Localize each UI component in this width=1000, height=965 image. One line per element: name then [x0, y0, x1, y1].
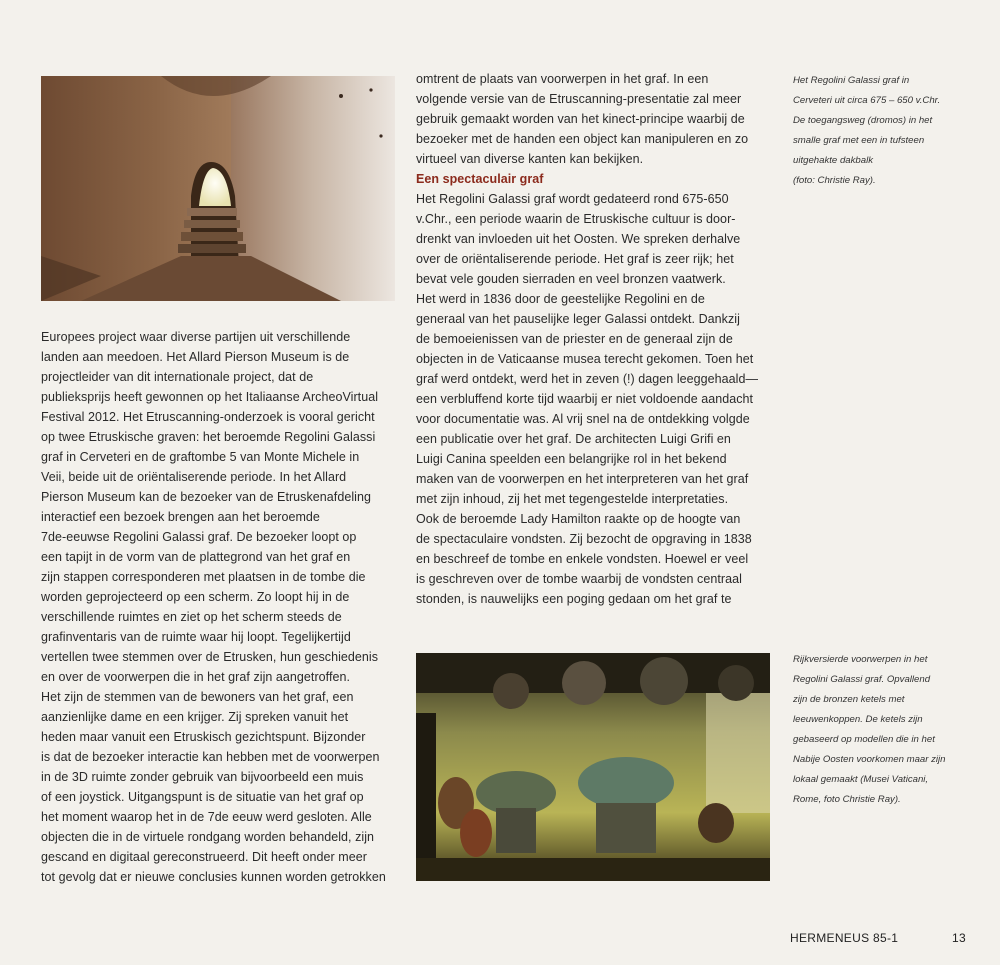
text-line: een tapijt in de vorm van de plattegrond van het graf en: [41, 550, 351, 564]
text-line: Luigi Canina speelden een belangrijke rol in het bekend: [416, 452, 727, 466]
caption-line: Cerveteri uit circa 675 – 650 v.Chr.: [793, 95, 941, 106]
text-line: op twee Etruskische graven: het beroemde Regolini Galassi: [41, 430, 376, 444]
text-line: bezoeker met de handen een object kan manipuleren en zo: [416, 132, 749, 146]
text-line: voor documentatie was. Al vrij snel na de ontdekking volgde: [416, 412, 750, 426]
text-line: en over de voorwerpen die in het graf zijn aangetroffen.: [41, 670, 351, 684]
text-line: een publicatie over het graf. De architecten Luigi Grifi en: [416, 432, 731, 446]
text-line: publieksprijs heeft gewonnen op het Italiaanse ArcheoVirtual: [41, 390, 379, 404]
text-line: volgende versie van de Etruscanning-presentatie zal meer: [416, 92, 742, 106]
section-heading: Een spectaculair graf: [416, 172, 544, 186]
photo-caption-display: [793, 650, 946, 810]
text-line: zijn stappen corresponderen met plaatsen in de tombe die: [41, 570, 366, 584]
text-line: Het werd in 1836 door de geestelijke Regolini en de: [416, 292, 705, 306]
text-line: Europees project waar diverse partijen uit verschillende: [41, 330, 351, 344]
text-line: graf werd ontdekt, werd het in zeven (!) dagen leeggehaald—: [416, 372, 759, 386]
text-line: is geschreven over de tombe waarbij de vondsten centraal: [416, 572, 742, 586]
text-line: objecten die in de virtuele rondgang worden behandeld, zijn: [41, 830, 375, 844]
text-line: over de oriëntaliserende periode. Het graf is zeer rijk; het: [416, 252, 734, 266]
text-line: objecten in de Vaticaanse musea terecht gekomen. Toen het: [416, 352, 754, 366]
text-line: is dat de bezoeker interactie kan hebben met de voorwerpen: [41, 750, 380, 764]
text-line: bevat vele gouden sierraden en veel bronzen vaatwerk.: [416, 272, 726, 286]
journal-name: HERMENEUS 85-1: [790, 931, 899, 945]
text-line: vertellen twee stemmen over de Etrusken, hun geschiedenis: [41, 650, 379, 664]
text-line: 7de-eeuwse Regolini Galassi graf. De bezoeker loopt op: [41, 530, 357, 544]
text-line: aanzienlijke dame en een krijger. Zij spreken vanuit het: [41, 710, 349, 724]
text-line: interactief een bezoek brengen aan het beroemde: [41, 510, 320, 524]
caption-line: Nabije Oosten voorkomen maar zijn: [793, 754, 946, 765]
text-line: tot gevolg dat er nieuwe conclusies kunnen worden getrokken: [41, 870, 386, 884]
caption-line: leeuwenkoppen. De ketels zijn: [793, 714, 923, 725]
text-line: generaal van het pauselijke leger Galassi ontdekt. Dankzij: [416, 312, 740, 326]
caption-line: (foto: Christie Ray).: [793, 175, 876, 186]
photo-caption-tomb: [793, 71, 940, 191]
text-line: landen aan meedoen. Het Allard Pierson Museum is de: [41, 350, 350, 364]
text-line: Festival 2012. Het Etruscanning-onderzoek is vooral gericht: [41, 410, 375, 424]
caption-line: gebaseerd op modellen die in het: [793, 734, 935, 745]
caption-line: lokaal gemaakt (Musei Vaticani,: [793, 774, 929, 785]
text-line: v.Chr., een periode waarin de Etruskische cultuur is door-: [416, 212, 736, 226]
text-line: maken van de voorwerpen en het interpreteren van het graf: [416, 472, 749, 486]
text-line: verschillende ruimtes en ziet op het scherm steeds de: [41, 610, 342, 624]
text-line: graf in Cerveteri en de graftombe 5 van Monte Michele in: [41, 450, 360, 464]
text-line: of een joystick. Uitgangspunt is de situatie van het graf op: [41, 790, 364, 804]
page-number: 13: [952, 931, 966, 945]
caption-line: uitgehakte dakbalk: [793, 155, 874, 166]
text-line: Het zijn de stemmen van de bewoners van het graf, een: [41, 690, 354, 704]
text-line: de spectaculaire vondsten. Zij bezocht de opgraving in 1838: [416, 532, 752, 546]
caption-line: Regolini Galassi graf. Opvallend: [793, 674, 931, 685]
text-line: met zijn inhoud, zij het met tegengestelde interpretaties.: [416, 492, 729, 506]
column-right: [416, 69, 776, 609]
text-line: Pierson Museum kan de bezoeker van de Etruskenafdeling: [41, 490, 371, 504]
text-line: Veii, beide uit de oriëntaliserende periode. In het Allard: [41, 470, 347, 484]
text-line: het moment waarop het in de 7de eeuw werd gesloten. Alle: [41, 810, 372, 824]
text-line: stonden, is nauwelijks een poging gedaan om het graf te: [416, 592, 732, 606]
text-line: projectleider van dit internationale project, dat de: [41, 370, 314, 384]
column-left: [41, 327, 401, 887]
museum-display-photo: [416, 653, 770, 881]
caption-line: Rome, foto Christie Ray).: [793, 794, 901, 805]
text-line: gebruik gemaakt worden van het kinect-principe waarbij de: [416, 112, 745, 126]
text-line: gescand en digitaal gereconstrueerd. Dit heeft onder meer: [41, 850, 367, 864]
text-line: heden maar vanuit een Etruskisch gezichtspunt. Bijzonder: [41, 730, 366, 744]
text-line: virtueel van diverse kanten kan bekijken.: [416, 152, 644, 166]
tomb-corridor-photo: [41, 76, 395, 301]
text-line: omtrent de plaats van voorwerpen in het graf. In een: [416, 72, 709, 86]
text-line: een verbluffend korte tijd waarbij er niet voldoende aandacht: [416, 392, 754, 406]
text-line: drenkt van invloeden uit het Oosten. We spreken derhalve: [416, 232, 741, 246]
text-line: en beschreef de tombe en enkele vondsten. Hoewel er veel: [416, 552, 749, 566]
caption-line: Rijkversierde voorwerpen in het: [793, 654, 928, 665]
text-line: in de 3D ruimte zonder gebruik van bijvoorbeeld een muis: [41, 770, 364, 784]
text-line: grafinventaris van de ruimte waar hij loopt. Tegelijkertijd: [41, 630, 351, 644]
text-line: Het Regolini Galassi graf wordt gedateerd rond 675-650: [416, 192, 729, 206]
text-line: worden geprojecteerd op een scherm. Zo loopt hij in de: [41, 590, 350, 604]
caption-line: zijn de bronzen ketels met: [793, 694, 905, 705]
text-line: de bemoeienissen van de priester en de generaal zijn de: [416, 332, 733, 346]
caption-line: Het Regolini Galassi graf in: [793, 75, 910, 86]
caption-line: De toegangsweg (dromos) in het: [793, 115, 933, 126]
caption-line: smalle graf met een in tufsteen: [793, 135, 925, 146]
text-line: Ook de beroemde Lady Hamilton raakte op de hoogte van: [416, 512, 741, 526]
